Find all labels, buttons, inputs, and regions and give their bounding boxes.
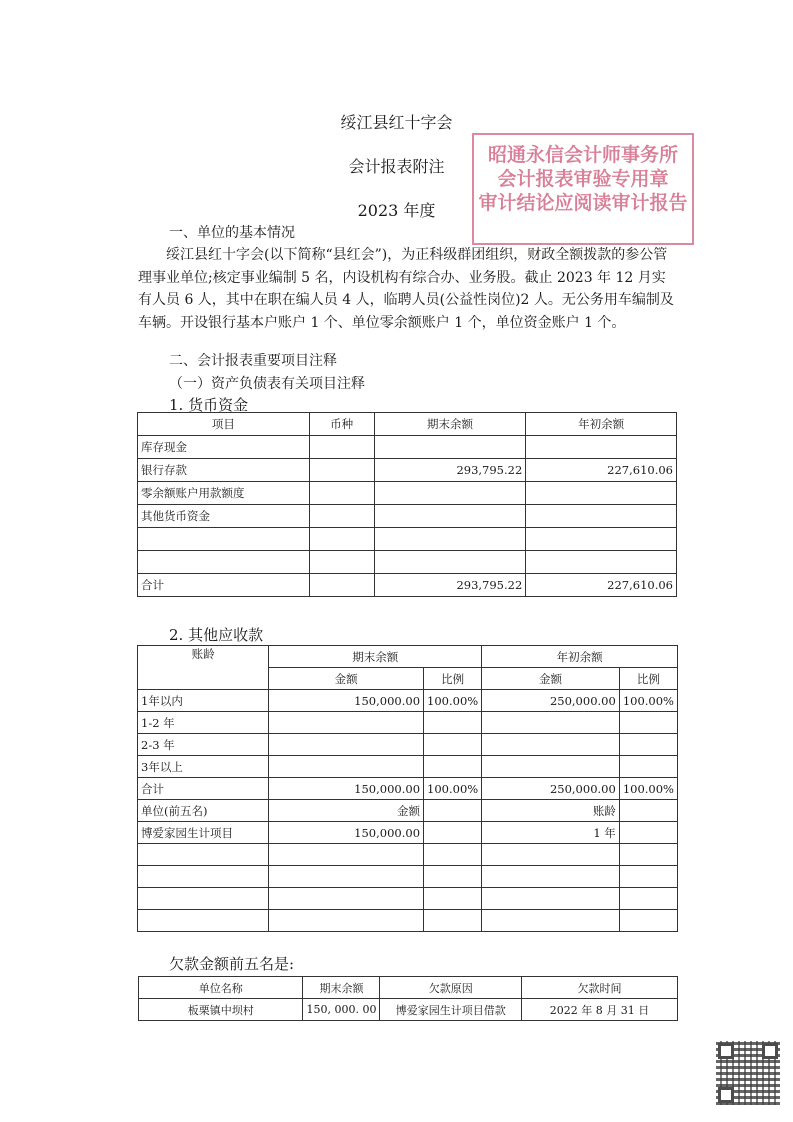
col-header-end: 期末余额 [269, 646, 482, 668]
cell [374, 551, 526, 574]
table-row [138, 690, 678, 712]
cell [482, 712, 620, 734]
cell [526, 436, 677, 459]
cell [482, 734, 620, 756]
cell [482, 756, 620, 778]
col-header-age: 账龄 [482, 800, 620, 822]
cell [138, 844, 269, 866]
col-header-unit: 单位名称 [139, 977, 303, 999]
table-total-row [138, 778, 678, 800]
cell: 150,000.00 [269, 822, 424, 844]
debt-table [138, 976, 678, 1021]
top5-header-row [138, 800, 678, 822]
col-header-end-amount: 金额 [269, 668, 424, 690]
col-header-time: 欠款时间 [521, 977, 677, 999]
table-row [138, 459, 677, 482]
table-row [138, 756, 678, 778]
table-row [138, 482, 677, 505]
col-header-currency: 币种 [309, 413, 374, 436]
doc-title: 会计报表附注 [348, 157, 445, 176]
table-header-row [139, 977, 678, 999]
cell: 150, 000. 00 [303, 999, 380, 1021]
cell [526, 528, 677, 551]
table-row [138, 844, 678, 866]
cell: 2-3 年 [138, 734, 269, 756]
cell: 250,000.00 [482, 690, 620, 712]
cell: 100.00% [424, 778, 482, 800]
qr-code [716, 1041, 780, 1105]
qr-finder [762, 1043, 778, 1059]
table-total-row [138, 574, 677, 597]
table-row [139, 999, 678, 1021]
cell [138, 910, 269, 932]
cell: 板栗镇中坝村 [139, 999, 303, 1021]
cell [309, 574, 374, 597]
cell: 3年以上 [138, 756, 269, 778]
qr-finder [718, 1087, 734, 1103]
table-row [138, 734, 678, 756]
cell: 博爱家园生计项目借款 [380, 999, 522, 1021]
section2-sub: （一）资产负债表有关项目注释 [169, 376, 365, 392]
section1-body: 绥江县红十字会(以下简称“县红会”)，为正科级群团组织，财政全额拨款的参公管理事业单位;核定事业编制 5 名，内设机构有综合办、业务股。截止 2023 年 12 月实有人员 6 人，其中在职在编人员 4 人，临聘人员(公益性岗位)2 人。无公务用车编制及车辆。开设银行基本户账户 1 个、单位零余额账户 1 个，单位资金账户 1 个。 [138, 247, 674, 331]
stamp-line-1: 昭通永信会计师事务所 [487, 144, 678, 166]
cell [424, 734, 482, 756]
table-row [138, 888, 678, 910]
table-row [138, 822, 678, 844]
cell: 100.00% [619, 690, 677, 712]
table-row [138, 505, 677, 528]
cell [619, 756, 677, 778]
cell [619, 734, 677, 756]
col-header-start-ratio: 比例 [619, 668, 677, 690]
cell [309, 505, 374, 528]
qr-finder [718, 1043, 734, 1059]
cell [138, 528, 310, 551]
cell [482, 888, 620, 910]
receivables-table [137, 645, 678, 932]
cell [269, 844, 424, 866]
cell: 250,000.00 [482, 778, 620, 800]
cell: 227,610.06 [526, 574, 677, 597]
cell [309, 436, 374, 459]
col-header-end-ratio: 比例 [424, 668, 482, 690]
cell [269, 734, 424, 756]
table-row [138, 528, 677, 551]
col-header-end: 期末余额 [374, 413, 526, 436]
cell: 合计 [138, 778, 269, 800]
receivables-title: 2. 其他应收款 [169, 626, 264, 644]
cell: 293,795.22 [374, 574, 526, 597]
cell [424, 756, 482, 778]
cell: 其他货币资金 [138, 505, 310, 528]
cell [269, 888, 424, 910]
col-header-unit: 单位(前五名) [138, 800, 269, 822]
stamp-line-3: 审计结论应阅读审计报告 [478, 192, 688, 214]
col-header-age: 账龄 [138, 646, 269, 690]
col-header-reason: 欠款原因 [380, 977, 522, 999]
table-header-row [138, 413, 677, 436]
cell [619, 712, 677, 734]
cell [138, 866, 269, 888]
cell [482, 866, 620, 888]
cell [374, 482, 526, 505]
table-row [138, 910, 678, 932]
cell [374, 505, 526, 528]
table-row [138, 551, 677, 574]
cell: 150,000.00 [269, 690, 424, 712]
cell [269, 756, 424, 778]
cell [138, 888, 269, 910]
cell: 零余额账户用款额度 [138, 482, 310, 505]
cell [424, 712, 482, 734]
cell [138, 551, 310, 574]
stamp-line-2: 会计报表审验专用章 [497, 168, 669, 190]
table-row [138, 436, 677, 459]
table-row [138, 712, 678, 734]
cell: 150,000.00 [269, 778, 424, 800]
cell [269, 910, 424, 932]
cell: 227,610.06 [526, 459, 677, 482]
cell: 库存现金 [138, 436, 310, 459]
cell [526, 551, 677, 574]
cell [374, 528, 526, 551]
section2-heading: 二、会计报表重要项目注释 [169, 353, 337, 369]
table-row [138, 866, 678, 888]
cell [269, 712, 424, 734]
section1-heading: 一、单位的基本情况 [169, 225, 295, 241]
debt-title: 欠款金额前五名是: [169, 955, 295, 973]
cell: 2022 年 8 月 31 日 [521, 999, 677, 1021]
cell: 100.00% [424, 690, 482, 712]
cell [309, 528, 374, 551]
col-header-start-amount: 金额 [482, 668, 620, 690]
col-header-amount: 金额 [269, 800, 424, 822]
col-header-balance: 期末余额 [303, 977, 380, 999]
cell [526, 505, 677, 528]
report-year: 2023 年度 [357, 201, 436, 220]
col-header-start: 年初余额 [482, 646, 678, 668]
cell [309, 551, 374, 574]
cash-table [137, 412, 677, 597]
col-header-start: 年初余额 [526, 413, 677, 436]
cell [309, 482, 374, 505]
cell: 1年以内 [138, 690, 269, 712]
col-header-item: 项目 [138, 413, 310, 436]
cell: 1-2 年 [138, 712, 269, 734]
cell: 293,795.22 [374, 459, 526, 482]
cell [374, 436, 526, 459]
cell: 银行存款 [138, 459, 310, 482]
cell: 100.00% [619, 778, 677, 800]
org-title: 绥江县红十字会 [340, 113, 453, 132]
table-header-row [138, 646, 678, 668]
cell [482, 910, 620, 932]
cell: 1 年 [482, 822, 620, 844]
cell: 合计 [138, 574, 310, 597]
cell [269, 866, 424, 888]
cell [482, 844, 620, 866]
cash-title: 1. 货币资金 [169, 396, 249, 414]
cell [309, 459, 374, 482]
cell [526, 482, 677, 505]
cell: 博爱家园生计项目 [138, 822, 269, 844]
